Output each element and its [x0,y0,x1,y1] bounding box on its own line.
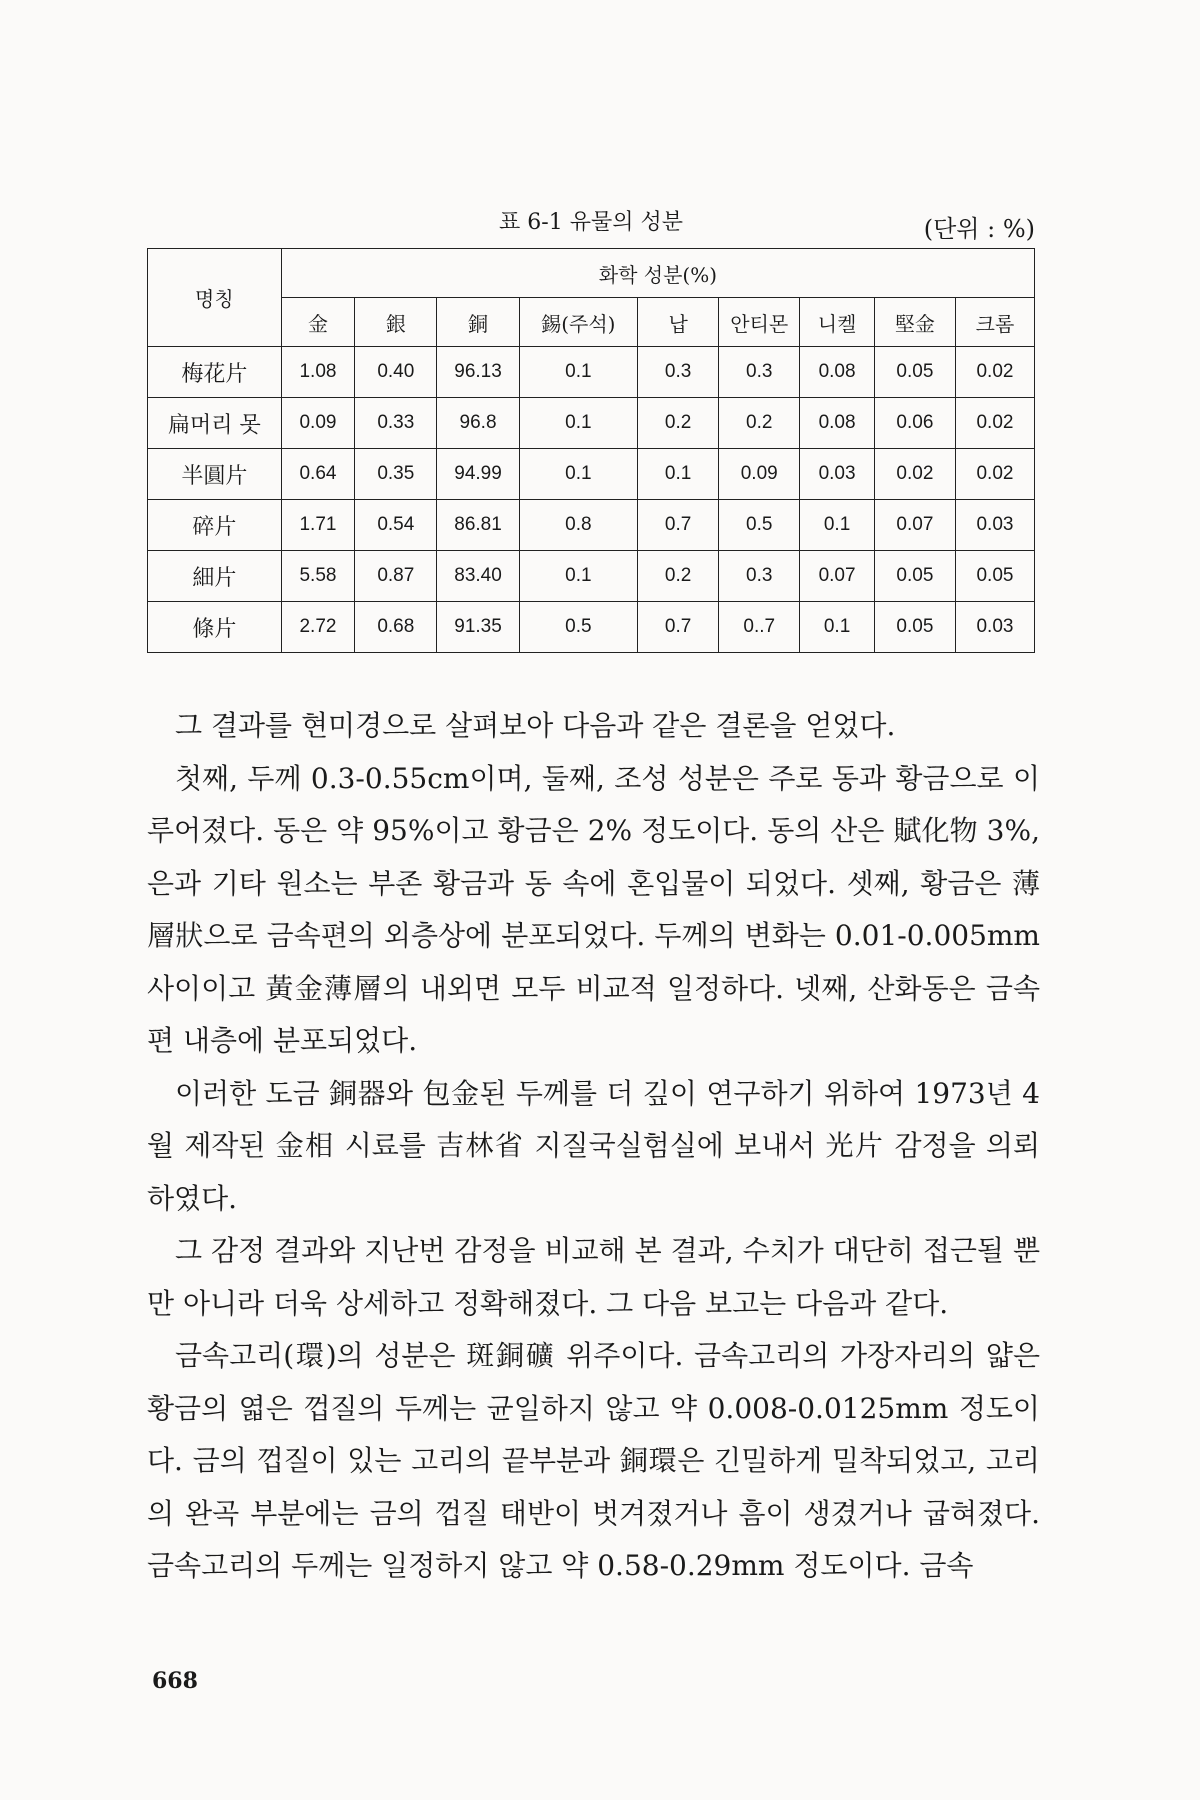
table-cell: 96.8 [437,398,519,449]
table-cell: 86.81 [437,500,519,551]
column-header: 안티몬 [719,298,800,347]
table-cell: 0.07 [874,500,955,551]
body-text [147,700,1040,1593]
table-cell: 0.1 [638,449,719,500]
table-cell: 0.1 [519,551,637,602]
table-cell: 0.03 [800,449,875,500]
table-cell: 83.40 [437,551,519,602]
table-cell: 0.1 [519,398,637,449]
row-name: 碎片 [148,500,282,551]
table-cell: 0.35 [355,449,437,500]
page-number: 668 [152,1668,198,1694]
name-header: 명칭 [148,249,282,347]
table-cell: 0.08 [800,398,875,449]
table-cell: 0.33 [355,398,437,449]
row-name: 半圓片 [148,449,282,500]
column-header: 납 [638,298,719,347]
table-row [148,449,1035,500]
table-cell: 0.03 [955,602,1034,653]
table-cell: 0.5 [719,500,800,551]
chemical-composition-header: 화학 성분(%) [281,249,1034,298]
table-cell: 0.2 [638,398,719,449]
column-header: 金 [281,298,354,347]
table-cell: 0.3 [719,347,800,398]
row-name: 細片 [148,551,282,602]
row-name: 梅花片 [148,347,282,398]
table-cell: 0.3 [638,347,719,398]
table-cell: 0.09 [719,449,800,500]
table-cell: 0.5 [519,602,637,653]
table-row [148,500,1035,551]
table-title: 표 6-1 유물의 성분 [499,210,683,235]
table-cell: 2.72 [281,602,354,653]
column-header: 堅金 [874,298,955,347]
table-row [148,551,1035,602]
table-cell: 0.05 [874,602,955,653]
table-cell: 0.64 [281,449,354,500]
table-caption [147,205,1035,243]
table-cell: 0.02 [955,398,1034,449]
table-cell: 94.99 [437,449,519,500]
column-header: 銅 [437,298,519,347]
column-header: 크롬 [955,298,1034,347]
table-cell: 96.13 [437,347,519,398]
table-cell: 0.3 [719,551,800,602]
table-cell: 1.71 [281,500,354,551]
table-cell: 0.87 [355,551,437,602]
table-cell: 0..7 [719,602,800,653]
table-row [148,398,1035,449]
table-cell: 0.1 [519,449,637,500]
table-cell: 0.1 [800,500,875,551]
paragraph: 이러한 도금 銅器와 包金된 두께를 더 깊이 연구하기 위하여 1973년 4월 제작된 金相 시료를 吉林省 지질국실험실에 보내서 光片 감정을 의뢰하였다. [147,1076,1040,1215]
column-header: 니켈 [800,298,875,347]
paragraph: 첫째, 두께 0.3-0.55cm이며, 둘째, 조성 성분은 주로 동과 황금으로 이루어졌다. 동은 약 95%이고 황금은 2% 정도이다. 동의 산은 賦化物 3%, 은과 기타 원소는 부존 황금과 동 속에 혼입물이 되었다. 셋째, 황금은 薄層狀으로 금속편의 외층상에 분포되었다. 두께의 변화는 0.01-0.005mm 사이이고 黃金薄層의 내외면 모두 비교적 일정하다. 넷째, 산화동은 금속편 내층에 분포되었다. [147,761,1040,1057]
table-cell: 0.05 [874,551,955,602]
table-cell: 0.8 [519,500,637,551]
table-cell: 0.54 [355,500,437,551]
table-cell: 0.02 [955,347,1034,398]
table-cell: 0.05 [874,347,955,398]
paragraph: 그 결과를 현미경으로 살펴보아 다음과 같은 결론을 얻었다. [175,709,896,742]
table-unit: (단위 : %) [923,215,1035,243]
table-cell: 0.7 [638,602,719,653]
table-cell: 0.40 [355,347,437,398]
table-cell: 5.58 [281,551,354,602]
paragraph: 그 감정 결과와 지난번 감정을 비교해 본 결과, 수치가 대단히 접근될 뿐만 아니라 더욱 상세하고 정확해졌다. 그 다음 보고는 다음과 같다. [147,1234,1040,1320]
table-cell: 91.35 [437,602,519,653]
table-cell: 0.2 [719,398,800,449]
table-cell: 0.7 [638,500,719,551]
table-cell: 0.68 [355,602,437,653]
table-cell: 0.1 [519,347,637,398]
table-cell: 0.03 [955,500,1034,551]
table-cell: 0.09 [281,398,354,449]
table-cell: 0.06 [874,398,955,449]
table-cell: 0.05 [955,551,1034,602]
table-row [148,602,1035,653]
table-cell: 0.02 [874,449,955,500]
row-name: 條片 [148,602,282,653]
table-cell: 1.08 [281,347,354,398]
composition-table [147,248,1035,653]
row-name: 扁머리 못 [148,398,282,449]
table-cell: 0.2 [638,551,719,602]
column-header: 錫(주석) [519,298,637,347]
table-row [148,347,1035,398]
paragraph: 금속고리(環)의 성분은 斑銅礦 위주이다. 금속고리의 가장자리의 얇은 황금의 엷은 껍질의 두께는 균일하지 않고 약 0.008-0.0125mm 정도이다. 금의 껍질이 있는 고리의 끝부분과 銅環은 긴밀하게 밀착되었고, 고리의 완곡 부분에는 금의 껍질 태반이 벗겨졌거나 흠이 생겼거나 굽혀졌다. 금속고리의 두께는 일정하지 않고 약 0.58-0.29mm 정도이다. 금속 [147,1339,1040,1582]
table-cell: 0.07 [800,551,875,602]
column-header: 銀 [355,298,437,347]
table-cell: 0.02 [955,449,1034,500]
table-cell: 0.1 [800,602,875,653]
table-cell: 0.08 [800,347,875,398]
